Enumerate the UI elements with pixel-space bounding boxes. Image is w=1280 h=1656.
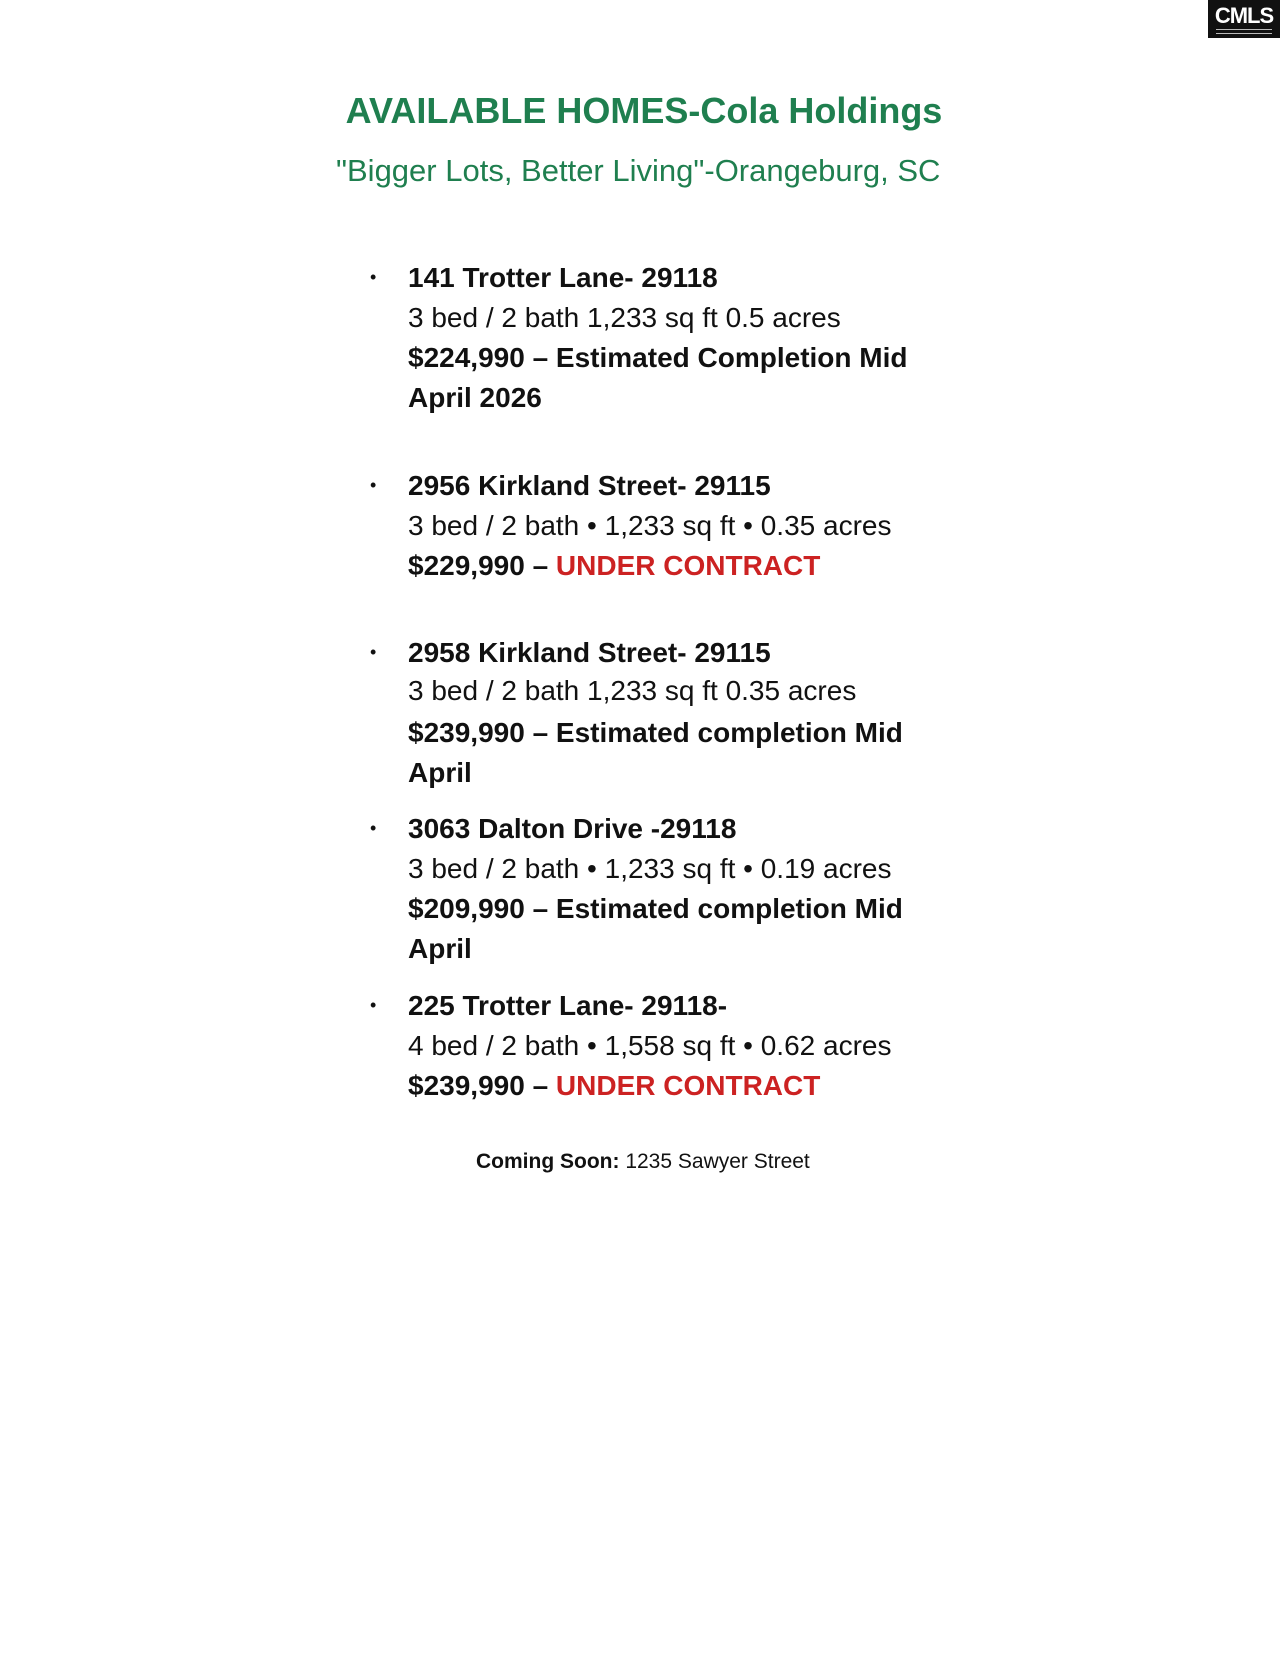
page-title: AVAILABLE HOMES-Cola Holdings (345, 90, 943, 131)
bullet: • (370, 642, 377, 662)
listing-address: 2956 Kirkland Street- 29115 (408, 470, 771, 501)
bullet: • (370, 995, 377, 1015)
cmls-logo (1208, 0, 1280, 38)
listing-address: 3063 Dalton Drive -29118 (408, 813, 737, 844)
bullet: • (370, 267, 377, 287)
listing-status: Estimated completion Mid (555, 717, 903, 748)
listing-price: $224,990 – (408, 342, 549, 373)
under-contract-status: UNDER CONTRACT (555, 1070, 821, 1101)
listing-status: Estimated Completion Mid (555, 342, 908, 373)
listing-details: 3 bed / 2 bath 1,233 sq ft 0.5 acres (408, 302, 841, 333)
listing-details: 3 bed / 2 bath 1,233 sq ft 0.35 acres (408, 675, 857, 706)
listing-price: $229,990 – (408, 550, 549, 581)
listing-details: 3 bed / 2 bath • 1,233 sq ft • 0.35 acres (408, 510, 892, 541)
listing-price-line (408, 546, 820, 586)
logo-underline (1216, 29, 1272, 34)
listing-price-line (408, 338, 908, 378)
listing-price-line (408, 713, 903, 753)
listing-price: $209,990 – (408, 893, 549, 924)
listing-address: 2958 Kirkland Street- 29115 (408, 637, 771, 668)
listing-status-continued: April (408, 933, 472, 964)
coming-soon-label: Coming Soon: (476, 1150, 620, 1173)
coming-soon-note (476, 1150, 810, 1174)
listing-price: $239,990 – (408, 1070, 549, 1101)
listing-price-line (408, 1066, 820, 1106)
logo-text: CMLS (1214, 2, 1274, 28)
listing-status-continued: April (408, 757, 472, 788)
listing-status: Estimated completion Mid (555, 893, 903, 924)
listing-address: 225 Trotter Lane- 29118- (408, 990, 728, 1021)
listing-details: 4 bed / 2 bath • 1,558 sq ft • 0.62 acres (408, 1030, 892, 1061)
listing-status-continued: April 2026 (408, 382, 542, 413)
under-contract-status: UNDER CONTRACT (555, 550, 821, 581)
listing-price: $239,990 – (408, 717, 549, 748)
bullet: • (370, 818, 377, 838)
listing-address: 141 Trotter Lane- 29118 (408, 262, 718, 293)
page-subtitle: "Bigger Lots, Better Living"-Orangeburg, SC (336, 153, 941, 188)
coming-soon-address: 1235 Sawyer Street (625, 1150, 810, 1173)
bullet: • (370, 475, 377, 495)
listing-details: 3 bed / 2 bath • 1,233 sq ft • 0.19 acres (408, 853, 892, 884)
listing-price-line (408, 889, 903, 929)
